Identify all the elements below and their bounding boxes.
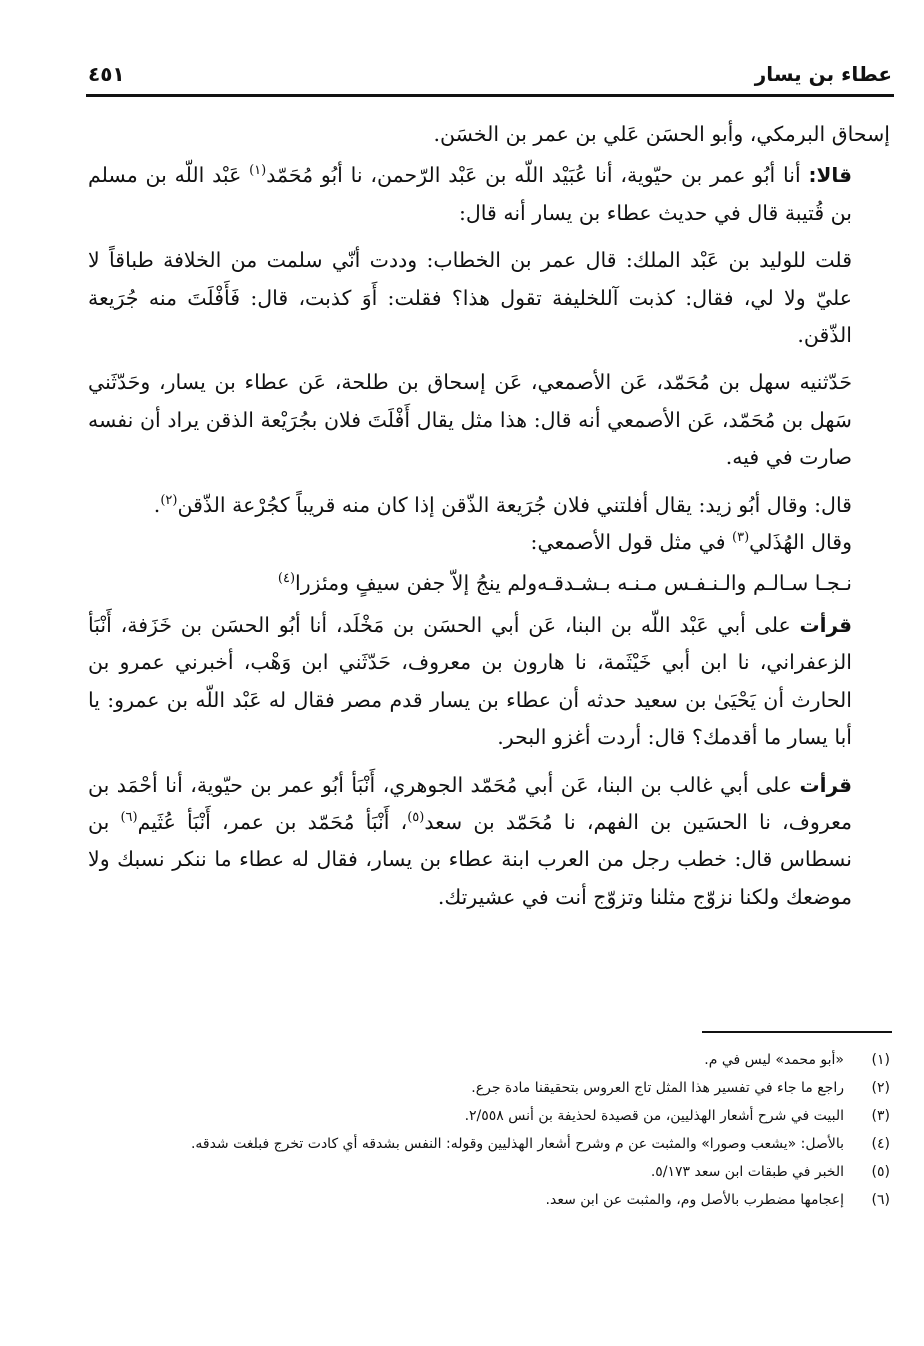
paragraph-7-lead: قرأت — [799, 612, 852, 637]
page-number: ٤٥١ — [88, 62, 125, 86]
footnote-2 — [88, 1074, 890, 1102]
paragraph-4 — [88, 364, 890, 476]
footnote-ref-4: (٤) — [277, 571, 296, 587]
paragraph-5-text: قال: وقال أبُو زيد: يقال أفلتني فلان جُرَيعة الذّقن إذا كان منه قريباً كجُرْعة الذّقن — [177, 492, 852, 517]
paragraph-8-text-a: على أبي غالب بن البنا، عَن أبي مُحَمّد الجوهري، أَنْبَأ أبُو عمر بن حيّوية، أنا أحْمَد بن معروف، نا الحسَين بن الفهم، نا مُحَمّد بن سعد — [88, 772, 852, 834]
paragraph-6 — [88, 524, 890, 561]
paragraph-3-text: قلت للوليد بن عَبْد الملك: قال عمر بن الخطاب: وددت أنّي سلمت من الخلافة طباقاً لا عليّ ولا لي، فقال: كذبت آللخليفة تقول هذا؟ فقلت: أَوَ كذبت، قال: فَأَفْلَتَ منه جُرَيعة الذّقن. — [88, 248, 852, 348]
footnote-rule — [702, 1031, 892, 1033]
paragraph-8-text-b: ، أَنْبَأ مُحَمّد بن عمر، أَنْبَأ عُثَيم — [137, 809, 408, 834]
poem-second-hemistich: ولم ينجُ إلاّ جفن سيفٍ ومئزرا — [295, 571, 538, 596]
footnotes — [88, 1046, 890, 1214]
footnote-6 — [88, 1186, 890, 1214]
paragraph-6-text-a: وقال الهُذَلي — [749, 530, 852, 555]
header-rule — [86, 94, 894, 97]
paragraph-1-text: إسحاق البرمكي، وأبو الحسَن عَلي بن عمر بن الخسَن. — [433, 122, 890, 146]
footnote-text: «أبو محمد» ليس في م. — [704, 1052, 844, 1068]
footnote-5 — [88, 1158, 890, 1186]
paragraph-8-text-c: بن نسطاس قال: خطب رجل من العرب ابنة عطاء بن يسار، فقال له عطاء ما ننكر نسبك ولا موضعك ولكنا نزوّج مثلنا وتزوّج أنت في عشيرتك. — [88, 809, 852, 909]
main-text — [88, 116, 890, 916]
footnote-text: الخبر في طبقات ابن سعد ٥/١٧٣. — [650, 1164, 844, 1180]
footnote-text: البيت في شرح أشعار الهذليين، من قصيدة لحذيفة بن أنس ٢/٥٥٨. — [464, 1108, 844, 1124]
footnote-4 — [88, 1130, 890, 1158]
paragraph-1 — [88, 116, 890, 153]
footnote-number: (٣) — [871, 1108, 890, 1124]
paragraph-2 — [88, 157, 890, 232]
poem-second-hemistich-wrap — [278, 565, 537, 602]
paragraph-7-text: على أبي عَبْد اللّه بن البنا، عَن أبي الحسَن بن مَخْلَد، أنا أبُو الحسَن بن خَزَفة، أَنْبَأ الزعفراني، نا ابن أبي خَيْثَمة، نا هارون بن معروف، حَدّثَني ابن وَهْب، أخبرني عمرو بن الحارث أن يَحْيَىٰ بن سعيد حدثه أن عطاء بن يسار قدم مصر فقال له عَبْد اللّه بن عمرو: يا أبا يسار ما أقدمك؟ قال: أردت أغزو البحر. — [88, 612, 852, 750]
footnote-3 — [88, 1102, 890, 1130]
paragraph-2-text-b: عَبْد اللّه بن مسلم بن قُتيبة قال في حديث عطاء بن يسار أنه قال: — [88, 163, 852, 225]
paragraph-6-text-b: في مثل قول الأصمعي: — [530, 530, 733, 555]
footnote-ref-3: (٣) — [732, 530, 750, 546]
paragraph-2-lead: قالا: — [808, 163, 852, 188]
paragraph-5-end: . — [153, 492, 161, 517]
footnote-number: (١) — [871, 1052, 890, 1068]
footnote-ref-6: (٦) — [120, 810, 138, 826]
paragraph-8-lead: قرأت — [799, 772, 852, 797]
running-header — [88, 58, 892, 94]
paragraph-4-text: حَدّثنيه سهل بن مُحَمّد، عَن الأصمعي، عَن إسحاق بن طلحة، عَن عطاء بن يسار، وحَدّثَني سَهل بن مُحَمّد، عَن الأصمعي أنه قال: هذا مثل يقال أَفْلَتَ فلان بجُرَيْعة الذقن يراد أن نفسه صارت في فيه. — [88, 370, 852, 470]
footnote-number: (٢) — [871, 1080, 890, 1096]
footnote-ref-5: (٥) — [407, 810, 425, 826]
footnote-text: إعجامها مضطرب بالأصل وم، والمثبت عن ابن سعد. — [545, 1192, 844, 1208]
footnote-text: بالأصل: «يشعب وصورا» والمثبت عن م وشرح أشعار الهذليين وقوله: النفس بشدقه أي كادت تخرج فبلغت شدقه. — [190, 1136, 844, 1152]
footnote-ref-2: (٢) — [160, 492, 178, 508]
paragraph-7 — [88, 607, 890, 757]
running-header-title: عطاء بن يسار — [754, 62, 892, 86]
poem-verse — [88, 565, 890, 602]
footnote-number: (٤) — [871, 1136, 890, 1152]
paragraph-5 — [88, 487, 890, 524]
paragraph-3 — [88, 242, 890, 354]
footnote-1 — [88, 1046, 890, 1074]
paragraph-8 — [88, 767, 890, 917]
footnote-number: (٥) — [871, 1164, 890, 1180]
footnote-number: (٦) — [871, 1192, 890, 1208]
paragraph-2-text-a: أنا أبُو عمر بن حيّوية، أنا عُبَيْد اللّه بن عَبْد الرّحمن، نا أبُو مُحَمّد — [266, 163, 809, 188]
footnote-text: راجع ما جاء في تفسير هذا المثل تاج العروس بتحقيقنا مادة جرع. — [471, 1080, 844, 1096]
poem-first-hemistich: نـجـا سـالـم والـنـفـس مـنـه بـشـدقـه — [537, 571, 852, 596]
footnote-ref-1: (١) — [249, 163, 267, 179]
